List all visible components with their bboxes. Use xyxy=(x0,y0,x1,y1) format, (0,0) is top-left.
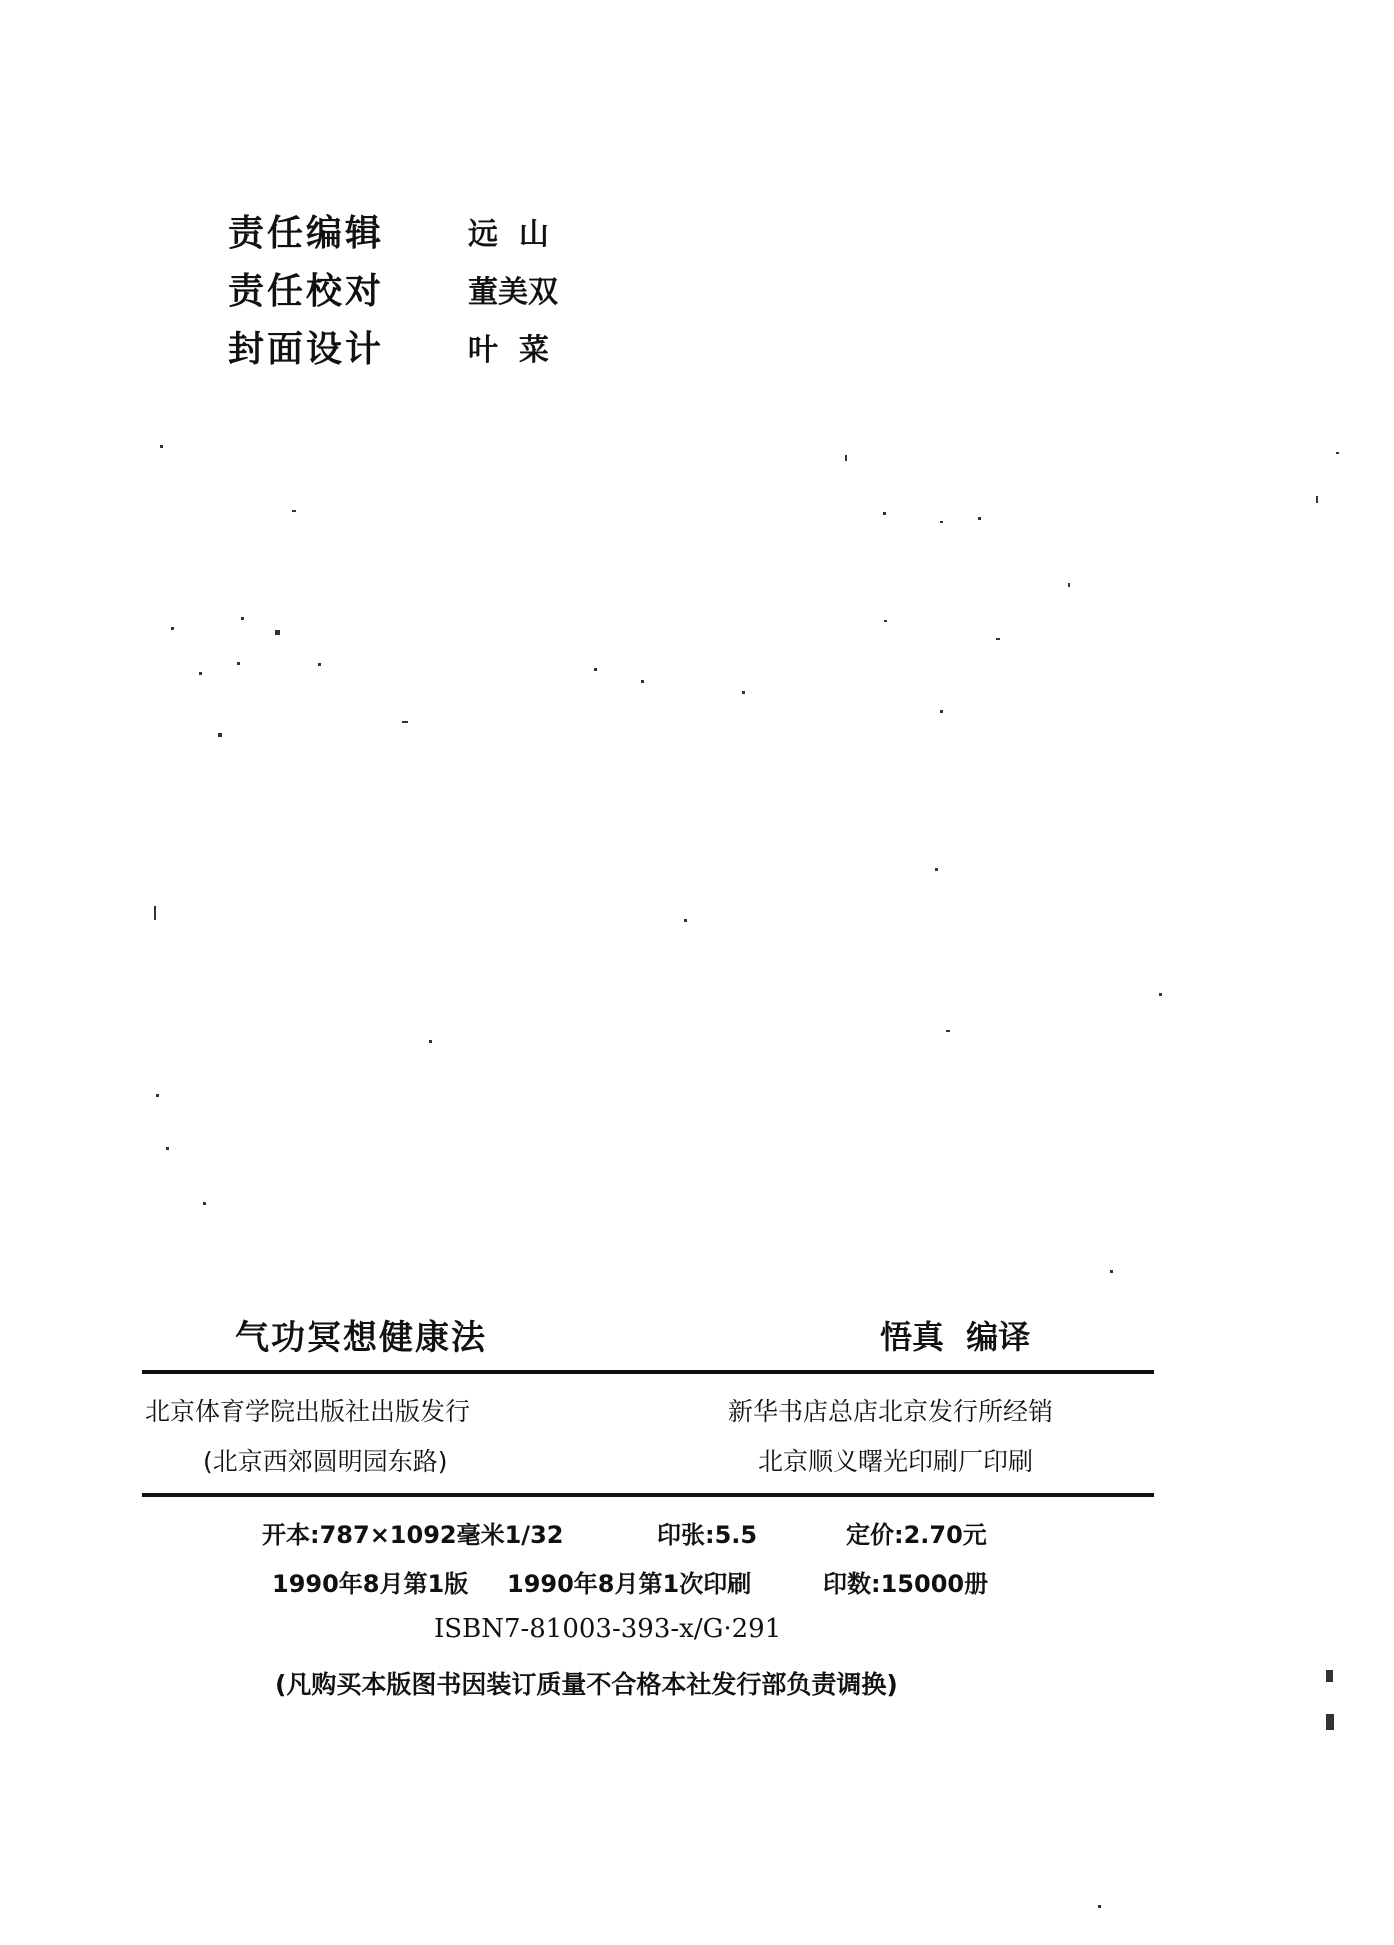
speck xyxy=(996,638,1000,640)
notice: (凡购买本版图书因装订质量不合格本社发行部负责调换) xyxy=(275,1670,898,1699)
credit-name: 董美双 xyxy=(468,275,558,310)
speck xyxy=(1326,1714,1334,1730)
speck xyxy=(1098,1905,1101,1908)
speck xyxy=(1326,1670,1333,1682)
printing: 1990年8月第1次印刷 xyxy=(507,1570,752,1598)
speck xyxy=(160,445,163,448)
price: 定价:2.70元 xyxy=(846,1521,987,1549)
speck xyxy=(594,668,597,671)
credit-name: 叶 菜 xyxy=(468,333,549,368)
credit-role: 封面设计 xyxy=(228,329,385,370)
print-run: 印数:15000册 xyxy=(823,1570,989,1598)
speck xyxy=(1110,1270,1113,1273)
speck xyxy=(940,521,943,523)
speck xyxy=(156,1094,159,1097)
speck xyxy=(940,710,943,713)
distributor: 新华书店总店北京发行所经销 xyxy=(728,1397,1054,1426)
printer: 北京顺义曙光印刷厂印刷 xyxy=(758,1447,1034,1476)
edition: 1990年8月第1版 xyxy=(272,1570,469,1598)
divider-top xyxy=(142,1370,1154,1374)
speck xyxy=(884,620,887,622)
speck xyxy=(292,510,296,512)
speck xyxy=(429,1040,432,1043)
speck xyxy=(742,691,745,694)
speck xyxy=(171,627,174,630)
speck xyxy=(946,1030,950,1032)
speck xyxy=(1336,452,1339,454)
speck xyxy=(845,455,847,461)
speck xyxy=(318,663,321,666)
book-author: 悟真 编译 xyxy=(880,1318,1031,1356)
speck xyxy=(402,721,408,723)
credit-name: 远 山 xyxy=(468,217,549,252)
credit-role: 责任编辑 xyxy=(228,213,385,254)
speck xyxy=(275,630,280,635)
book-title: 气功冥想健康法 xyxy=(235,1318,487,1358)
speck xyxy=(641,680,644,683)
speck xyxy=(218,733,222,737)
speck xyxy=(237,662,240,665)
speck xyxy=(1068,583,1070,587)
speck xyxy=(203,1202,206,1205)
publisher-address: (北京西郊圆明园东路) xyxy=(203,1447,448,1476)
speck xyxy=(1316,496,1318,503)
credit-role: 责任校对 xyxy=(228,271,385,312)
speck xyxy=(883,512,886,515)
speck xyxy=(1159,993,1162,996)
format: 开本:787×1092毫米1/32 xyxy=(262,1521,564,1549)
speck xyxy=(241,617,244,620)
divider-bottom xyxy=(142,1493,1154,1497)
speck xyxy=(978,517,981,520)
speck xyxy=(684,919,687,922)
speck xyxy=(935,868,938,871)
publisher: 北京体育学院出版社出版发行 xyxy=(145,1397,471,1426)
speck xyxy=(166,1147,169,1150)
speck xyxy=(154,906,156,920)
isbn: ISBN7-81003-393-x/G·291 xyxy=(434,1614,782,1644)
speck xyxy=(199,672,202,675)
sheets: 印张:5.5 xyxy=(657,1521,758,1549)
